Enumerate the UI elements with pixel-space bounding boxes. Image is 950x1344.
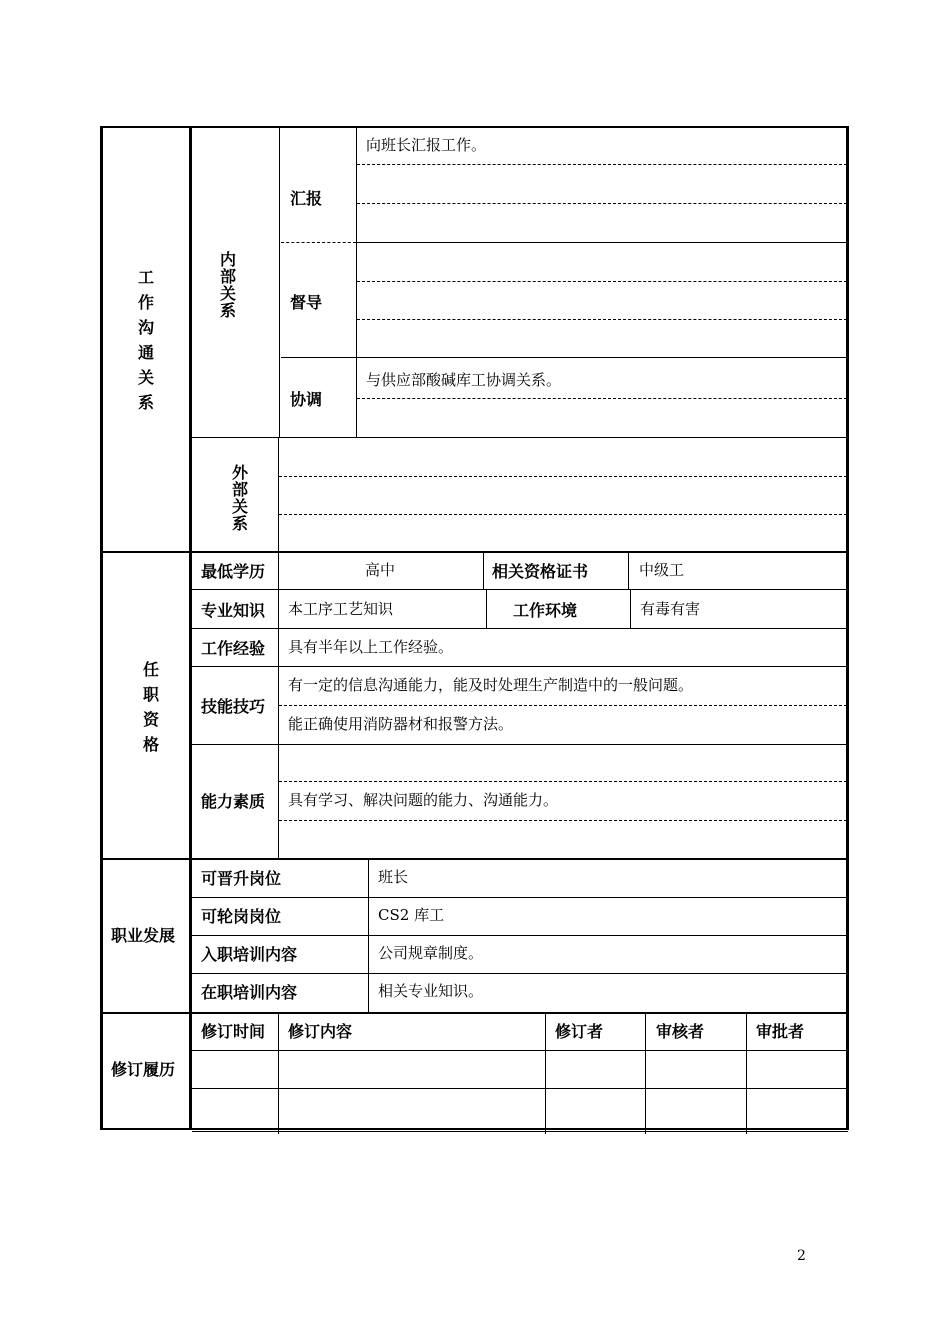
revision-header: 审批者 <box>756 1022 805 1041</box>
environment-value: 有毒有害 <box>640 600 701 618</box>
qualification-section-label <box>142 657 160 757</box>
experience-value: 具有半年以上工作经验。 <box>288 638 454 656</box>
skills-value-1: 有一定的信息沟通能力，能及时处理生产制造中的一般问题。 <box>288 676 694 694</box>
label-char: 沟 <box>137 318 154 337</box>
label-char: 关 <box>137 368 154 387</box>
label-char: 关 <box>219 284 236 303</box>
label-char: 职 <box>142 685 159 704</box>
revision-header: 修订时间 <box>201 1022 266 1041</box>
label-char: 关 <box>231 497 248 516</box>
revision-header: 修订内容 <box>288 1022 353 1041</box>
min-education-label: 最低学历 <box>201 562 266 581</box>
knowledge-label: 专业知识 <box>201 601 266 620</box>
career-row-label: 可轮岗岗位 <box>201 907 282 926</box>
certificate-label: 相关资格证书 <box>492 562 589 581</box>
label-char: 部 <box>219 267 236 286</box>
revision-header: 修订者 <box>555 1022 604 1041</box>
label-char: 部 <box>231 480 248 499</box>
label-char: 外 <box>231 463 248 482</box>
report-text: 向班长汇报工作。 <box>366 136 487 154</box>
revision-header: 审核者 <box>656 1022 705 1041</box>
career-section-label: 职业发展 <box>111 926 176 945</box>
label-char: 工 <box>137 268 154 287</box>
label-char: 系 <box>137 393 154 412</box>
career-row-value: CS2 库工 <box>378 906 445 924</box>
communication-section-label <box>137 265 155 415</box>
career-row-label: 可晋升岗位 <box>201 869 282 888</box>
certificate-value: 中级工 <box>639 561 685 579</box>
experience-label: 工作经验 <box>201 639 266 658</box>
skills-label: 技能技巧 <box>201 697 266 716</box>
page-number: 2 <box>797 1248 806 1264</box>
coordinate-label: 协调 <box>290 390 323 409</box>
ability-value: 具有学习、解决问题的能力、沟通能力。 <box>288 791 559 809</box>
career-row-value: 公司规章制度。 <box>378 944 484 962</box>
label-char: 系 <box>219 301 236 320</box>
career-row-value: 班长 <box>378 868 409 886</box>
career-row-value: 相关专业知识。 <box>378 982 484 1000</box>
skills-value-2: 能正确使用消防器材和报警方法。 <box>288 715 514 733</box>
label-char: 内 <box>219 250 236 269</box>
min-education-value: 高中 <box>365 561 396 579</box>
label-char: 资 <box>142 710 159 729</box>
label-char: 作 <box>137 293 154 312</box>
label-char: 格 <box>142 735 159 754</box>
label-char: 任 <box>142 660 159 679</box>
supervise-label: 督导 <box>290 293 323 312</box>
label-char: 系 <box>231 514 248 533</box>
revision-section-label: 修订履历 <box>111 1060 176 1079</box>
coordinate-text: 与供应部酸碱库工协调关系。 <box>366 371 562 389</box>
internal-relations-label <box>219 251 237 319</box>
career-row-label: 入职培训内容 <box>201 945 298 964</box>
label-char: 通 <box>137 343 154 362</box>
environment-label: 工作环境 <box>513 601 578 620</box>
report-label: 汇报 <box>290 189 323 208</box>
external-relations-label <box>231 464 249 532</box>
knowledge-value: 本工序工艺知识 <box>288 600 394 618</box>
career-row-label: 在职培训内容 <box>201 983 298 1002</box>
ability-label: 能力素质 <box>201 792 266 811</box>
